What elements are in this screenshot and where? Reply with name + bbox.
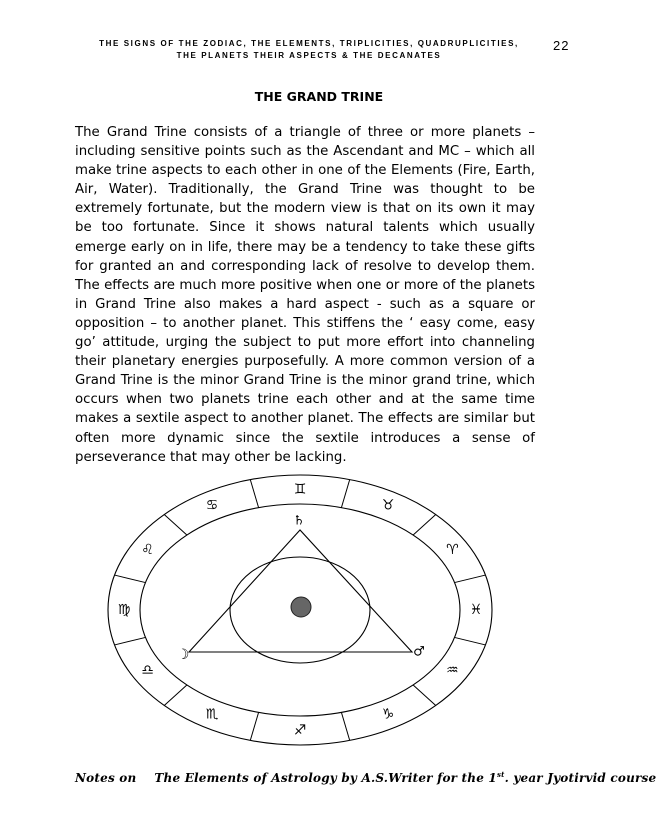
grand-trine-chart [0,470,638,760]
sign-divider [341,712,349,740]
sign-glyph: ♓ [469,602,483,618]
sign-glyph: ♒ [446,662,459,679]
footer-suffix: . year Jyotirvid course [504,771,656,785]
sign-divider [164,515,187,536]
footer [75,770,656,785]
sign-divider [164,685,187,706]
planet-left-glyph: ☽ [176,647,190,663]
sign-glyph: ♑ [381,706,395,723]
planet-right-glyph: ♂ [413,644,425,660]
sign-glyph: ♏ [205,706,219,723]
sign-glyph: ♎ [141,662,154,679]
header-line-1: THE SIGNS OF THE ZODIAC, THE ELEMENTS, TRIPLICITIES, QUADRUPLICITIES, [99,39,519,48]
sign-glyph: ♍ [117,602,131,618]
sign-divider [115,575,146,583]
running-header [85,38,533,62]
sign-glyph: ♊ [293,481,307,498]
sign-divider [250,712,258,740]
sign-divider [455,575,486,583]
footer-prefix: Notes on [75,771,137,785]
page-number: 22 [553,38,570,53]
grand-trine-triangle [189,530,412,652]
sign-glyph: ♉ [381,497,395,514]
earth-point [291,597,311,617]
sign-divider [250,480,258,508]
sign-glyph: ♋ [205,497,219,514]
section-title: THE GRAND TRINE [254,89,384,104]
planet-top-glyph: ♄ [293,513,305,529]
sign-glyph: ♈ [446,541,459,558]
body-text [75,123,535,467]
sign-glyph: ♌ [141,541,154,558]
sign-divider [455,637,486,645]
body-paragraph: The Grand Trine consists of a triangle of three or more planets – including sensitive points such as the Ascendant and MC – which all make trine aspects to each other in one of the Elements (Fire, Earth, Air, Water). Traditionally, the Grand Trine was thought to be extremely fortunate, but the modern view is that on its own it may be too fortunate. Since it shows natural talents which usually emerge early on in life, there may be a tendency to take these gifts for granted an and corresponding lack of resolve to develop them. The effects are much more positive when one or more of the planets in Grand Trine also makes a hard aspect - such as a square or opposition – to another planet. This stiffens the ‘ easy come, easy go’ attitude, urging the subject to put more effort into channeling their planetary energies purposefully. A more common version of a Grand Trine is the minor Grand Trine is the minor grand trine, which occurs when two planets trine each other and at the same time makes a sextile aspect to another planet. The effects are similar but often more dynamic since the sextile introduces a sense of perseverance that may other be lacking. [75,125,535,465]
header-line-2: THE PLANETS THEIR ASPECTS & THE DECANATES [176,51,442,60]
sign-glyph: ♐ [293,722,307,739]
footer-title: The Elements of Astrology by A.S.Writer for the 1 [154,771,497,785]
sign-divider [413,515,436,536]
footer-superscript: st [496,770,505,779]
sign-divider [413,685,436,706]
sign-divider [341,480,349,508]
sign-divider [115,637,146,645]
